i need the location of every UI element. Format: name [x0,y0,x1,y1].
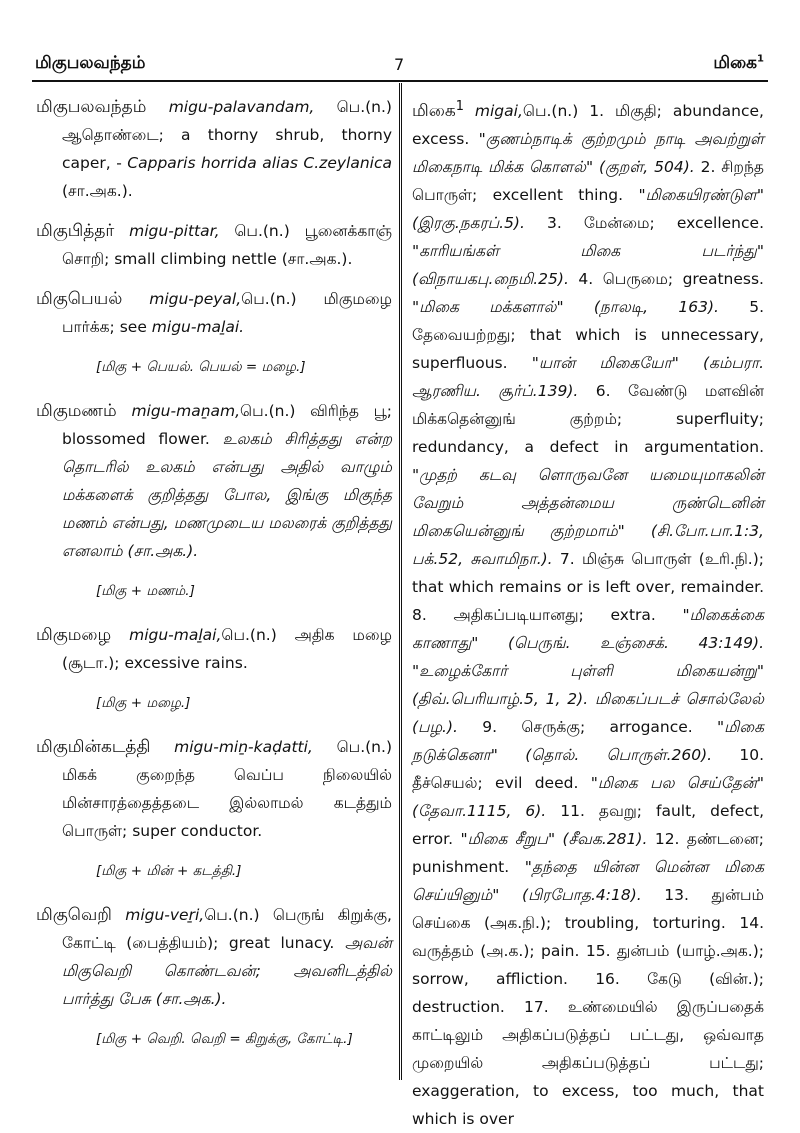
sense-citation: "மிகை மக்களால்" (நாலடி, 163). [412,298,719,317]
sense-citation: "மிகைக்கை காணாது" (பெருங். உஞ்சைக். 43:149). "உழைக்கோர் புள்ளி மிகையன்று" (திவ்.பெரியாழ்.5, 1, 2). மிகைப்படச் சொல்லேல் (பழ.). [412,606,764,737]
sense-citation: "குணம்நாடிக் குற்றமும் நாடி அவற்றுள் மிகைநாடி மிக்க கொளல்" (குறள், 504). [412,130,765,177]
entry-definition: மிகக் குறைந்த வெப்ப நிலையில் மின்சாரத்தைத்தடை இல்லாமல் கடத்தும் பொருள்; super conductor. [62,766,392,840]
sense-definition: 7. மிஞ்சு பொருள் (உரி.நி.); that which remains or is left over, remainder. [412,550,764,597]
sense-definition: 10. தீச்செயல்; evil deed. [412,746,765,793]
entry [36,621,392,677]
entry-pos: பெ.(n.) [240,402,296,420]
entry-etymology: [மிகு + பெயல். பெயல் = மழை.] [96,359,306,375]
entry-etymology: [மிகு + மணம்.] [96,583,195,599]
entry-example: உலகம் சிரித்தது என்ற தொடரில் உலகம் என்பது அதில் வாழும் மக்களைக் குறித்தது போல, இங்கு மிகுந்த மணம் என்பது, மணமுடைய மலரைக் குறித்தது எனலாம் (சா.அக.). [62,430,392,560]
entry-headword: மிகுமின்கடத்தி [36,737,151,757]
entry-etymology: [மிகு + வெறி. வெறி = கிறுக்கு, கோட்டி.] [96,1031,353,1047]
entry [36,93,392,205]
right-guide-word-text: மிகை [713,53,758,73]
entry-definition: ஆதொண்டை; a thorny shrub, thorny caper, - [62,126,392,172]
page-header [0,0,800,84]
entry-definition: பூனைக்காஞ் சொறி; small climbing nettle (சா.அக.). [62,222,392,268]
right-guide-word-sup: 1 [757,53,764,65]
header-rule [32,80,768,82]
sense-citation: "மிகை நடுக்கெனா" (தொல். பொருள்.260). [412,718,764,765]
sense-definition: 4. பெருமை; greatness. [568,270,764,289]
entry-pos: பெ.(n.) [314,98,392,116]
entry-transliteration: migu-palavandam, [168,98,315,116]
entry-homonym-number: 1 [455,99,464,114]
entry-transliteration: migu-miṉ-kaḍatti, [174,738,313,756]
entry-headword: மிகுபலவந்தம் [36,97,147,117]
sense-citation: "மிகை பல செய்தேன்" (தேவா.1115, 6). [412,774,765,821]
entry [36,285,392,341]
entry [36,733,392,845]
entry-pos: பெ.(n.) [219,222,290,240]
entry-pos: பெ.(n.) [204,906,260,924]
entry-pos: பெ.(n.) [241,290,297,308]
entry-definition: அதிக மழை (சூடா.); excessive rains. [62,626,392,672]
entry-transliteration: migu-veṟi, [125,906,205,924]
entry-transliteration: migu-maṉam, [131,402,241,420]
entry-see-reference: migu-maḻai. [151,318,245,336]
entry-transliteration: migu-peyal, [149,290,242,308]
entry-headword: மிகுபெயல் [36,289,123,309]
entry [36,901,392,1013]
right-column [412,93,764,1133]
entry [36,397,392,565]
page-number: 7 [394,55,405,74]
entry-transliteration: migu-maḻai, [129,626,222,644]
sense-definition: 12. தண்டனை; punishment. [412,830,764,877]
sense-citation: "யான் மிகையோ" (கம்பரா. ஆரணிய. சூர்ப்.139). [412,354,764,401]
entry-definition: விரிந்த பூ; blossomed flower. [62,402,392,448]
left-guide-word: மிகுபலவந்தம் [35,53,146,73]
entry-headword: மிகுமழை [36,625,112,645]
sense-definition: 6. வேண்டு மளவின் மிக்கதென்னுங் குற்றம்; superfluity; redundancy, a defect in argumentation. [412,382,764,457]
entry [36,217,392,273]
entry-pos: பெ.(n.) [312,738,392,756]
entry-headword: மிகுவெறி [36,905,112,925]
column-divider [399,83,405,1080]
sense-citation: "மிகை சீறுப" (சீவக.281). [460,830,648,849]
sense-definition: 13. துன்பம் செய்கை (அக.நி.); troubling, torturing. 14. வருத்தம் (அ.க.); pain. 15. துன்பம் (யாழ்.அக.); sorrow, affliction. 16. கேடு (வின்.); destruction. 17. உண்மையில் இருப்பதைக் காட்டிலும் அதிகப்படுத்தப் பட்டது, ஒவ்வாத முறையில் அதிகப்படுத்தப் பட்டது; exaggeration, to excess, too much, that which is over [412,886,764,1129]
entry-pos: பெ.(n.) [221,626,277,644]
entry-transliteration: migu-pittar, [129,222,220,240]
sense-citation: "தந்தை யின்ன மென்ன மிகை செய்யினும்" (பிரபோத.4:18). [412,858,764,905]
sense-definition: 9. செருக்கு; arrogance. [457,718,718,737]
entry-pos: பெ.(n.) [522,102,579,121]
entry-etymology: [மிகு + மின் + கடத்தி.] [96,863,242,879]
entry-source: (சா.அக.). [62,182,133,200]
entry-senses [412,102,764,1128]
sense-citation: "மிகையிரண்டுள" (இரகு.நகரப்.5). [412,186,764,233]
entry-transliteration: migai, [474,102,523,121]
entry-scientific-name: Capparis horrida alias C.zeylanica [127,154,392,172]
entry-definition: மிகுமழை பார்க்க; see [62,290,392,336]
left-column [36,93,392,1069]
entry-example: அவன் மிகுவெறி கொண்டவன்; அவனிடத்தில் பார்த்து பேசு (சா.அக.). [62,934,392,1008]
sense-definition: 5. தேவையற்றது; that which is unnecessary, superfluous. [412,298,764,373]
entry-etymology: [மிகு + மழை.] [96,695,191,711]
entry-headword: மிகுபித்தர் [36,221,115,241]
sense-definition: 2. சிறந்த பொருள்; excellent thing. [412,158,765,205]
sense-definition: 3. மேன்மை; excellence. [524,214,764,233]
entry-headword: மிகை [412,101,456,122]
sense-definition: 11. தவறு; fault, defect, error. [412,802,764,849]
sense-definition: 1. மிகுதி; abundance, excess. [412,102,764,149]
entry-definition: பெருங் கிறுக்கு, கோட்டி (பைத்தியம்); great lunacy. [62,906,392,952]
right-guide-word [713,53,764,75]
entry [412,93,764,1133]
entry-headword: மிகுமணம் [36,401,117,421]
sense-definition: 8. அதிகப்படியானது; extra. [412,606,683,625]
sense-citation: "காரியங்கள் மிகை படர்ந்து" (விநாயகபு.நைமி.25). [412,242,764,289]
sense-citation: "முதற் கடவு ளொருவனே யமையுமாகலின் வேறும் அத்தன்மைய ருண்டெனின் மிகையென்னுங் குற்றமாம்" (சி.போ.பா.1:3, பக்.52, சுவாமிநா.). [412,466,764,569]
